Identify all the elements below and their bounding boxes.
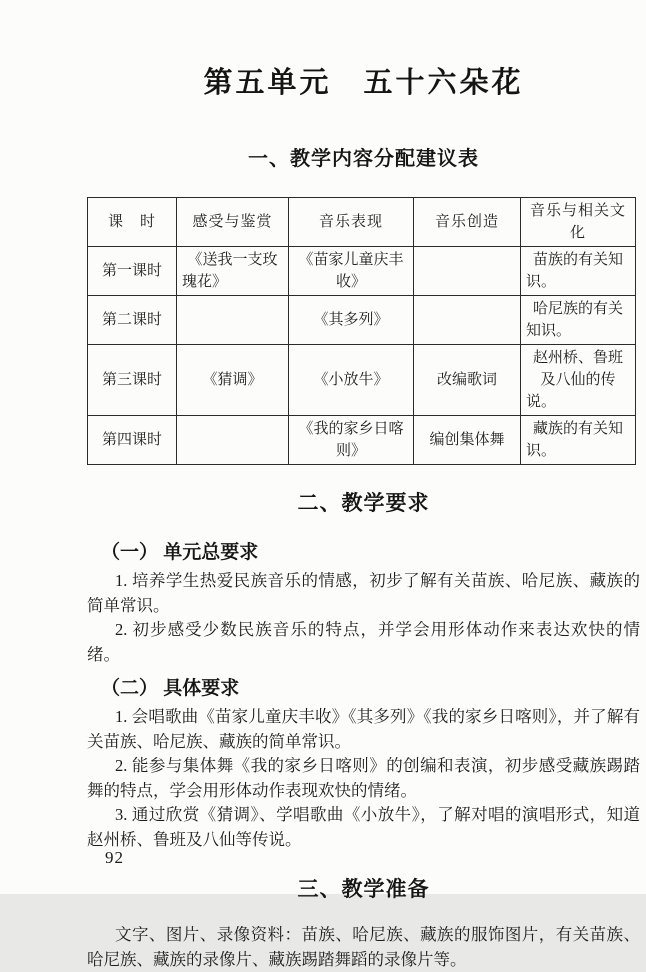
table-cell: 哈尼族的有关知识。 bbox=[521, 296, 636, 345]
unit-title: 第五单元 五十六朵花 bbox=[203, 67, 524, 99]
section2-heading: 二、教学要求 bbox=[297, 492, 430, 515]
table-cell bbox=[414, 296, 521, 345]
table-cell: 《其多列》 bbox=[289, 296, 414, 345]
table-header-row bbox=[88, 198, 636, 247]
table-cell bbox=[414, 247, 521, 296]
table-cell bbox=[177, 416, 289, 465]
table-cell: 赵州桥、鲁班及八仙的传说。 bbox=[521, 345, 636, 416]
table-cell: 藏族的有关知识。 bbox=[521, 416, 636, 465]
table-cell: 第二课时 bbox=[88, 296, 177, 345]
table-row bbox=[88, 416, 636, 465]
table-cell: 第四课时 bbox=[88, 416, 177, 465]
table-cell: 改编歌词 bbox=[414, 345, 521, 416]
table-cell: 苗族的有关知识。 bbox=[521, 247, 636, 296]
requirement-item: 2. 能参与集体舞《我的家乡日喀则》的创编和表演，初步感受藏族踢踏舞的特点，学会用形体动作表现欢快的情绪。 bbox=[87, 756, 640, 800]
page-number: 92 bbox=[105, 848, 124, 867]
subsection2-heading: （二） 具体要求 bbox=[101, 678, 240, 699]
unit-general-requirements bbox=[87, 569, 640, 667]
header-cell-creation: 音乐创造 bbox=[414, 198, 521, 247]
table-cell: 编创集体舞 bbox=[414, 416, 521, 465]
specific-requirements bbox=[87, 705, 640, 852]
table-row bbox=[88, 247, 636, 296]
table-cell: 第三课时 bbox=[88, 345, 177, 416]
table-cell bbox=[177, 296, 289, 345]
table-row bbox=[88, 345, 636, 416]
section1-heading: 一、教学内容分配建议表 bbox=[248, 148, 479, 170]
teaching-content-allocation-table bbox=[87, 197, 636, 465]
requirement-item: 3. 通过欣赏《猜调》、学唱歌曲《小放牛》，了解对唱的演唱形式，知道赵州桥、鲁班及八仙等传说。 bbox=[87, 805, 640, 849]
section3-heading: 三、教学准备 bbox=[297, 878, 430, 901]
table-cell: 第一课时 bbox=[88, 247, 177, 296]
requirement-item: 1. 培养学生热爱民族音乐的情感，初步了解有关苗族、哈尼族、藏族的简单常识。 bbox=[87, 571, 640, 615]
header-cell-performance: 音乐表现 bbox=[289, 198, 414, 247]
preparation-paragraph: 文字、图片、录像资料：苗族、哈尼族、藏族的服饰图片，有关苗族、哈尼族、藏族的录像片、藏族踢踏舞蹈的录像片等。 bbox=[87, 925, 640, 969]
subsection1-heading: （一） 单元总要求 bbox=[101, 542, 259, 563]
header-cell-culture: 音乐与相关文化 bbox=[521, 198, 636, 247]
table-row bbox=[88, 296, 636, 345]
requirement-item: 1. 会唱歌曲《苗家儿童庆丰收》《其多列》《我的家乡日喀则》，并了解有关苗族、哈尼族、藏族的简单常识。 bbox=[87, 707, 640, 751]
header-cell-lesson: 课 时 bbox=[88, 198, 177, 247]
table-cell: 《我的家乡日喀则》 bbox=[289, 416, 414, 465]
page-content bbox=[87, 0, 640, 972]
header-cell-appreciation: 感受与鉴赏 bbox=[177, 198, 289, 247]
table-cell: 《苗家儿童庆丰收》 bbox=[289, 247, 414, 296]
table-cell: 《送我一支玫瑰花》 bbox=[177, 247, 289, 296]
table-cell: 《猜调》 bbox=[177, 345, 289, 416]
table-cell: 《小放牛》 bbox=[289, 345, 414, 416]
requirement-item: 2. 初步感受少数民族音乐的特点，并学会用形体动作来表达欢快的情绪。 bbox=[87, 620, 640, 664]
